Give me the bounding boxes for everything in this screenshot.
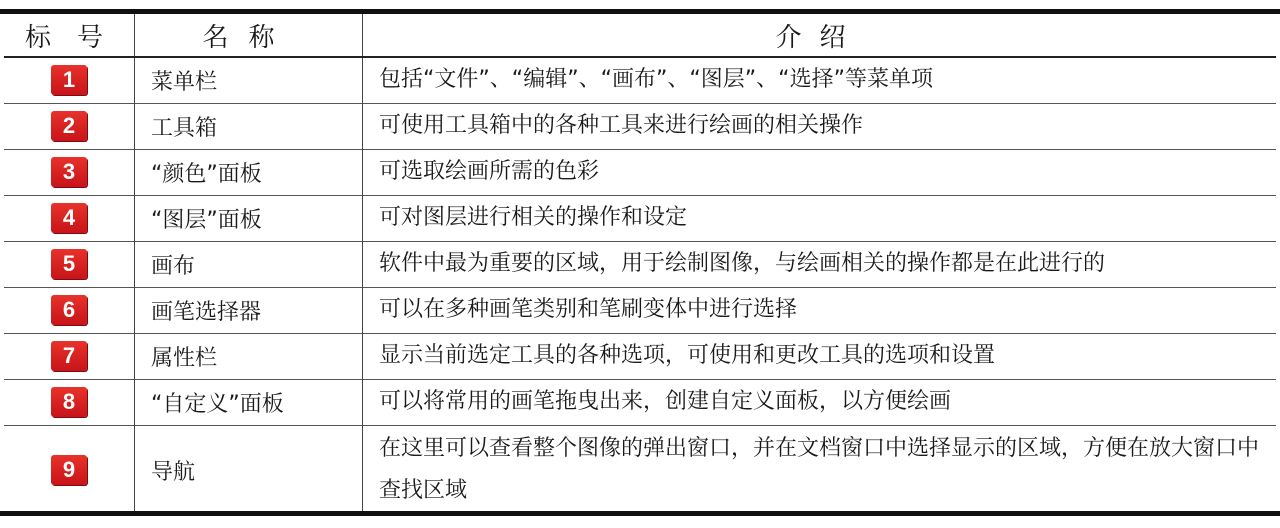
number-badge: 3	[51, 157, 87, 187]
row-name: “自定义”面板	[135, 379, 363, 425]
table-bottom-rule	[0, 511, 1280, 516]
row-name: “颜色”面板	[135, 149, 363, 195]
table-row	[4, 379, 1276, 425]
table-row	[4, 195, 1276, 241]
number-badge: 9	[51, 455, 87, 485]
row-description: 可使用工具箱中的各种工具来进行绘画的相关操作	[363, 103, 1277, 149]
row-description: 在这里可以查看整个图像的弹出窗口，并在文档窗口中选择显示的区域，方便在放大窗口中查找区域	[363, 425, 1277, 515]
row-name: “图层”面板	[135, 195, 363, 241]
interface-description-table	[4, 14, 1276, 515]
header-description: 介绍	[363, 14, 1277, 57]
table-row	[4, 103, 1276, 149]
row-name: 菜单栏	[135, 57, 363, 103]
row-description: 可以在多种画笔类别和笔刷变体中进行选择	[363, 287, 1277, 333]
header-name: 名称	[135, 14, 363, 57]
number-badge: 1	[51, 65, 87, 95]
table-row	[4, 287, 1276, 333]
number-badge: 7	[51, 341, 87, 371]
table-row	[4, 425, 1276, 515]
table-row	[4, 149, 1276, 195]
row-description: 显示当前选定工具的各种选项，可使用和更改工具的选项和设置	[363, 333, 1277, 379]
table-row	[4, 241, 1276, 287]
row-name: 画笔选择器	[135, 287, 363, 333]
number-badge: 5	[51, 249, 87, 279]
row-description: 可以将常用的画笔拖曳出来，创建自定义面板，以方便绘画	[363, 379, 1277, 425]
number-badge: 8	[51, 387, 87, 417]
row-description: 可对图层进行相关的操作和设定	[363, 195, 1277, 241]
number-badge: 6	[51, 295, 87, 325]
header-number: 标号	[4, 14, 135, 57]
row-name: 画布	[135, 241, 363, 287]
row-description: 软件中最为重要的区域，用于绘制图像，与绘画相关的操作都是在此进行的	[363, 241, 1277, 287]
number-badge: 4	[51, 203, 87, 233]
row-description: 包括“文件”、“编辑”、“画布”、“图层”、“选择”等菜单项	[363, 57, 1277, 103]
row-name: 属性栏	[135, 333, 363, 379]
row-name: 工具箱	[135, 103, 363, 149]
row-name: 导航	[135, 425, 363, 515]
table-header-row	[4, 14, 1276, 57]
table-row	[4, 333, 1276, 379]
row-description: 可选取绘画所需的色彩	[363, 149, 1277, 195]
number-badge: 2	[51, 111, 87, 141]
table-row	[4, 57, 1276, 103]
